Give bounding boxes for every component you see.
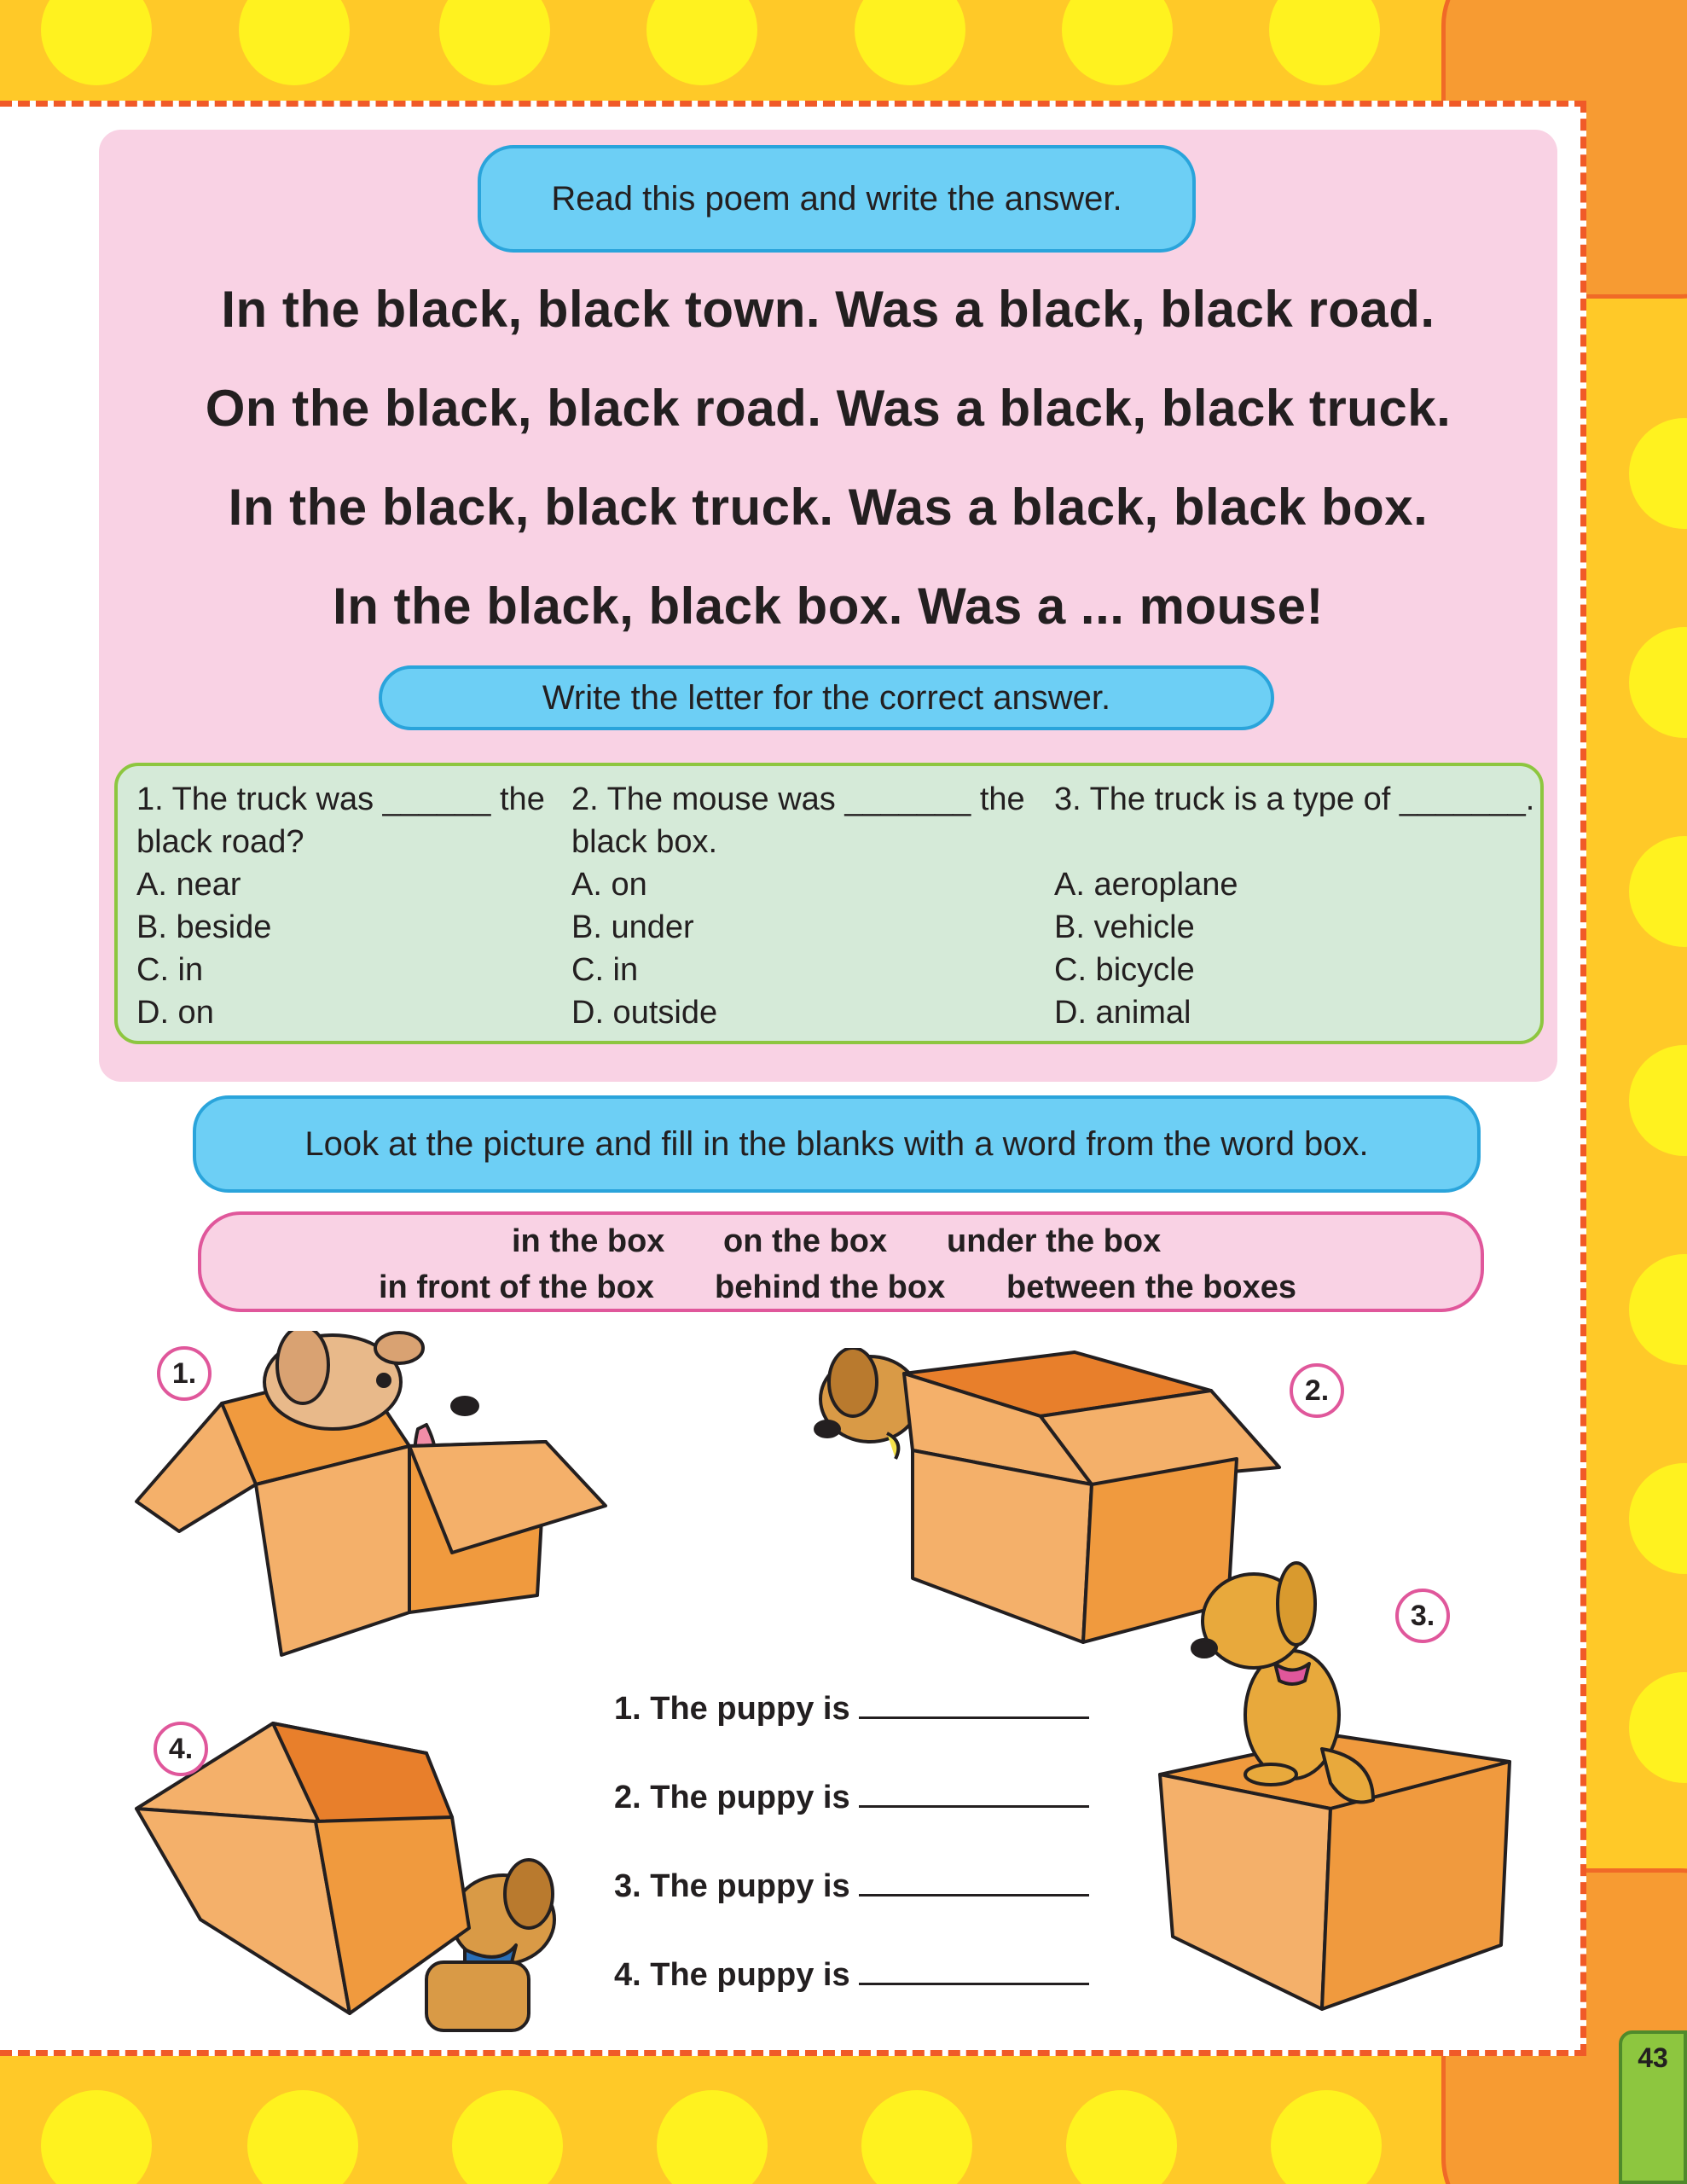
decor-dot [452,2090,563,2184]
fill-blank-sentence [614,1691,1089,1728]
decor-dot [1062,0,1173,85]
decor-dot [657,2090,768,2184]
poem-line: In the black, black town. Was a black, black road. [221,281,1435,338]
picture-number-badge: 1. [157,1346,212,1401]
fill-blank-sentence [614,1868,1089,1905]
picture-number-badge: 4. [154,1722,208,1776]
fill-blank-sentence [614,1957,1089,1994]
answer-option: B. under [571,909,694,945]
poem-line: In the black, black box. Was a ... mouse! [333,578,1324,635]
answer-option: B. beside [136,909,272,945]
decor-dot [1629,1672,1687,1783]
picture-number-badge: 3. [1395,1589,1450,1643]
answer-blank[interactable] [859,1780,1089,1808]
decor-dot [239,0,350,85]
word-option: in the box [512,1223,665,1259]
decor-dot [1629,418,1687,529]
decor-dot [855,0,965,85]
answer-option: A. on [571,867,647,903]
poem-line: In the black, black truck. Was a black, black box. [228,479,1429,536]
sentence-text: 3. The puppy is [614,1868,850,1904]
decor-dot [1066,2090,1177,2184]
picture-instruction: Look at the picture and fill in the blanks with a word from the word box. [193,1095,1481,1193]
answer-option: A. aeroplane [1054,867,1238,903]
question-3 [1054,778,1535,1034]
answer-blank[interactable] [859,1691,1089,1719]
puppy-on-box-illustration [1151,1544,1518,2022]
word-box [198,1211,1484,1312]
decor-dot [1629,1045,1687,1156]
question-1 [136,778,554,1034]
decor-dot [1629,627,1687,738]
reading-instruction: Read this poem and write the answer. [478,145,1196,253]
answer-option: C. in [571,952,639,988]
decor-dot [41,0,152,85]
sentence-text: 2. The puppy is [614,1780,850,1815]
decor-dot [247,2090,358,2184]
word-option: between the boxes [1006,1269,1296,1305]
decor-dot [1271,2090,1382,2184]
word-option: in front of the box [379,1269,654,1305]
page-number-tab [1619,2030,1687,2184]
decor-dot [861,2090,972,2184]
question-text [1054,821,1532,863]
word-option: under the box [947,1223,1162,1259]
poem-line: On the black, black road. Was a black, black truck. [205,380,1452,437]
question-text: 1. The truck was ______ the [136,781,545,817]
answer-option: D. outside [571,995,718,1031]
decor-dot [646,0,757,85]
quiz-panel [114,763,1544,1044]
word-option: on the box [723,1223,888,1259]
sentence-text: 1. The puppy is [614,1691,850,1727]
decor-dot [1629,1254,1687,1365]
answer-option: C. bicycle [1054,952,1195,988]
decor-dot [1629,1463,1687,1574]
sentence-text: 4. The puppy is [614,1957,850,1993]
question-2 [571,778,1032,1034]
reading-panel [99,130,1557,1082]
fill-blank-sentence [614,1780,1089,1816]
answer-blank[interactable] [859,1868,1089,1896]
question-text: 3. The truck is a type of _______. [1054,781,1535,817]
picture-number-badge: 2. [1290,1363,1344,1418]
answer-option: B. vehicle [1054,909,1195,945]
decor-dot [41,2090,152,2184]
page-number: 43 [1638,2042,1668,2073]
quiz-instruction: Write the letter for the correct answer. [379,665,1274,730]
answer-option: D. on [136,995,214,1031]
question-text: black road? [136,824,304,860]
word-option: behind the box [715,1269,946,1305]
answer-option: C. in [136,952,204,988]
decor-dot [439,0,550,85]
answer-option: D. animal [1054,995,1191,1031]
answer-blank[interactable] [859,1957,1089,1985]
answer-option: A. near [136,867,241,903]
question-text: 2. The mouse was _______ the [571,781,1025,817]
decor-dot [1629,836,1687,947]
decor-dot [1269,0,1380,85]
question-text: black box. [571,824,718,860]
